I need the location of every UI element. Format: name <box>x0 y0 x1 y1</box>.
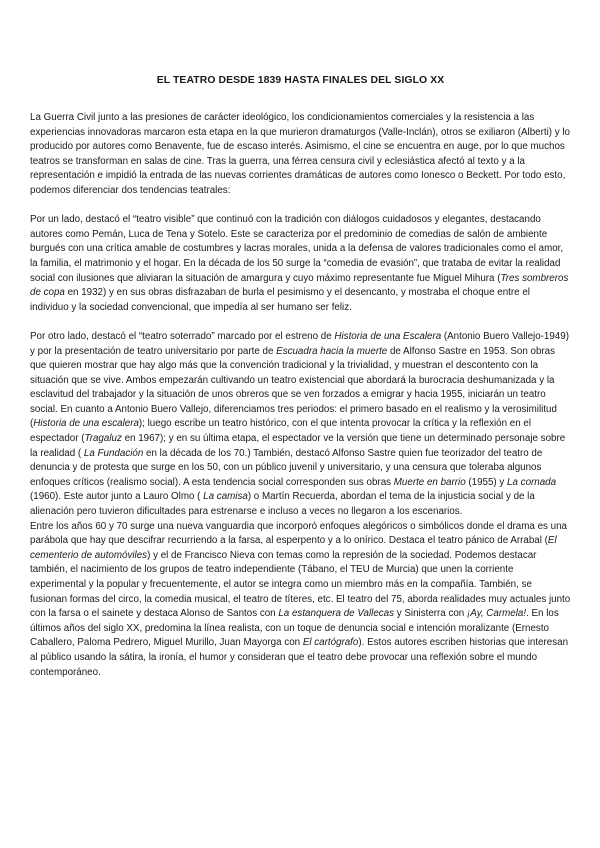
text-segment: de Alfonso Sastre en 1953. Son obras que quieren mostrar que hay algo más que la convención tradicional y la trivialidad, y muestran el descontento con la situación que se vive. Ambos empezarán cultivando un teatro existencial que abordará la burocracia deshumanizada y la esclavitud del trabajador y la situación de unos obreros que se ven forzados a emigrar y hacia 1955, iniciarán un teatro social. En cuanto a Antonio Buero Vallejo, diferenciamos tres periodos: el primero basado en el realismo y la verosimilitud ( <box>30 345 557 430</box>
paragraph-2 <box>30 213 571 315</box>
paragraph-3 <box>30 330 571 520</box>
text-segment: (1960). Este autor junto a Lauro Olmo ( <box>30 491 204 503</box>
work-title: La Fundación <box>83 447 144 459</box>
text-segment: ). Estos autores escriben historias que interesan al público usando la sátira, la ironía, el humor y consideran que el teatro debe provocar una reflexión sobre el mundo contemporáneo. <box>30 637 569 678</box>
work-title: La camisa <box>203 491 248 503</box>
text-segment: Por otro lado, destacó el “teatro soterrado” marcado por el estreno de <box>30 330 335 342</box>
work-title: Historia de una escalera <box>33 418 139 430</box>
text-segment: en 1932) y en sus obras disfrazaban de burla el pesimismo y el desencanto, y mostraba el choque entre el individuo y la sociedad convencional, que impedía al ser humano ser feliz. <box>30 287 530 313</box>
paragraph-1 <box>30 111 571 199</box>
work-title: La estanquera de Vallecas <box>278 608 395 620</box>
work-title: Muerte en barrio <box>393 476 466 488</box>
text-segment: y Sinisterra con <box>394 608 467 620</box>
document-body <box>30 111 571 680</box>
work-title: Historia de una Escalera <box>334 330 442 342</box>
text-segment: La Guerra Civil junto a las presiones de carácter ideológico, los condicionamientos comerciales y la resistencia a las experiencias innovadoras marcaron esta etapa en la que murieron dramaturgos (Valle-Inclán), otros se exiliaron (Alberti) y lo producido por autores como Benavente, fue de escaso interés. Asimismo, el cine se encuentra en auge, por lo que muchos teatros se transforman en salas de cine. Tras la guerra, una férrea censura civil y eclesiástica afectó al texto y a la representación e impidió la entrada de las nuevas corrientes dramáticas de autores como Ionesco o Beckett. Por todo esto, podemos diferenciar dos tendencias teatrales: <box>30 112 571 196</box>
text-segment: ); luego escribe un teatro histórico, con el que intenta provocar la crítica y la reflexión en el espectador ( <box>30 418 532 445</box>
work-title: La cornada <box>507 476 557 488</box>
work-title: Tres sombreros de copa <box>30 272 569 299</box>
text-segment: (Antonio Buero Vallejo-1949) y por la presentación de teatro universitario por parte de <box>30 330 569 357</box>
work-title: Tragaluz <box>84 433 122 445</box>
paragraph-4 <box>30 520 571 681</box>
text-segment: (1955) y <box>465 476 508 488</box>
text-segment: Por un lado, destacó el “teatro visible” que continuó con la tradición con diálogos cuidadosos y elegantes, destacando autores como Pemán, Luca de Tena y Sotelo. Este se caracteriza por el predominio de comedias de salón de ambiente burgués con una crítica amable de costumbres y lacras morales, unida a la defensa de valores tradicionales como el amor, la familia, el matrimonio y el hogar. En la década de los 50 surge la “comedia de evasión”, que trataba de evitar la realidad social con ilusiones que aliviaran la situación de amargura y cuyo máximo representante fue Miguel Mihura ( <box>30 214 564 284</box>
work-title: Escuadra hacia la muerte <box>276 345 388 357</box>
text-segment: en la década de los 70.) También, destacó Alfonso Sastre quien fue teorizador del teatro de denuncia y de protesta que surge en los 50, con un público juvenil y universitario, y una censura que toleraba algunos enfoques críticos (realismo social). A esta tendencia social corresponden sus obras <box>30 447 543 488</box>
work-title: El cementerio de automóviles <box>30 535 557 561</box>
text-segment: . En los últimos años del siglo XX, predomina la línea realista, con un toque de denuncia social e intención moralizante (Ernesto Caballero, Paloma Pedrero, Miguel Murillo, Juan Mayorga con <box>30 608 559 649</box>
document-title: EL TEATRO DESDE 1839 HASTA FINALES DEL SIGLO XX <box>156 75 445 86</box>
work-title: El cartógrafo <box>302 637 359 649</box>
text-segment: en 1967); y en su última etapa, el espectador ve la versión que tiene un determinado personaje sobre la realidad ( <box>30 433 566 459</box>
text-segment: ) o Martín Recuerda, abordan el tema de la injusticia social y de la alienación pero tuvieron dificultades para estrenarse e incluso a veces no llegaron a los escenarios. <box>30 491 535 518</box>
text-segment: ) y el de Francisco Nieva con temas como la represión de la sociedad. Podemos destacar también, el nacimiento de los grupos de teatro independiente (Tábano, el TEU de Murcia) que unen la corriente experimental y la popular y frecuentemente, el autor se integra como un miembro más en la compañía. También, se fusionan formas del circo, la comedia musical, el teatro de títeres, etc. El teatro del 75, aborda realidades muy actuales junto con la farsa o el sainete y destaca Alonso de Santos con <box>30 549 571 620</box>
work-title: ¡Ay, Carmela! <box>466 608 527 620</box>
text-segment: Entre los años 60 y 70 surge una nueva vanguardia que incorporó enfoques alegóricos o simbólicos donde el drama es una parábola que hay que descifrar recurriendo a la farsa, al esperpento y a lo onírico. Destaca el teatro pánico de Arrabal ( <box>30 520 568 547</box>
